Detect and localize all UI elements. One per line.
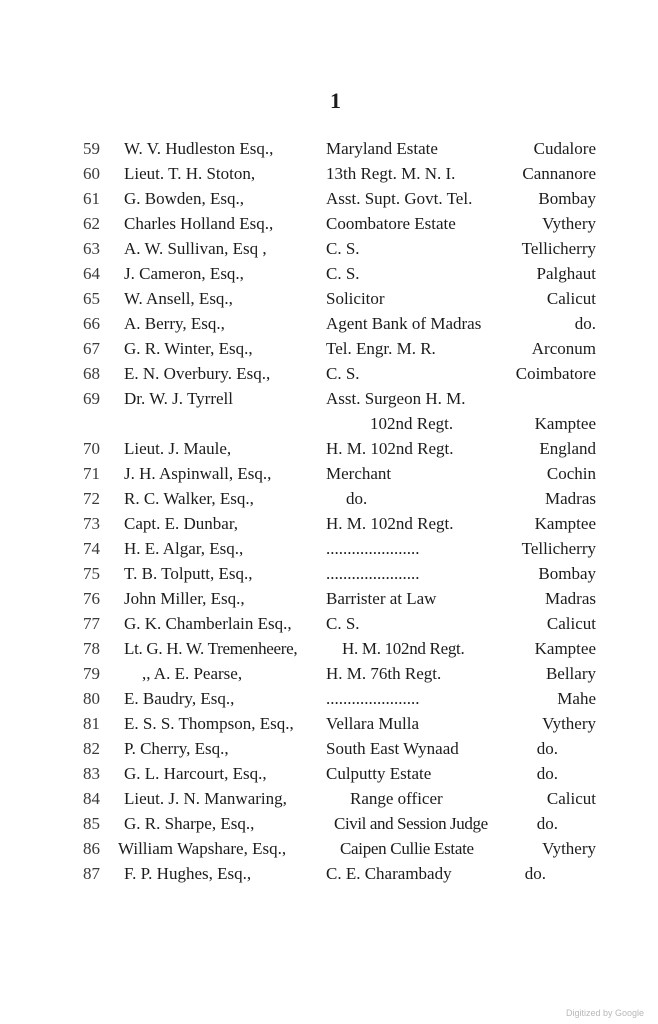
roster-row (0, 461, 658, 486)
member-office: Caipen Cullie Estate (340, 839, 474, 858)
member-place: Calicut (546, 614, 596, 633)
member-place: Madras (545, 489, 596, 508)
member-office: Barrister at Law (326, 589, 437, 608)
member-place: Madras (545, 589, 596, 608)
entry-number: 82 (83, 739, 100, 758)
roster-row (0, 436, 658, 461)
member-office: C. S. (326, 264, 360, 283)
entry-number: 83 (83, 764, 100, 783)
member-office: Civil and Session Judge (334, 814, 488, 833)
entry-number: 84 (83, 789, 100, 808)
member-office: H. M. 102nd Regt. (342, 639, 465, 658)
member-office: Merchant (326, 464, 392, 483)
roster-row (0, 236, 658, 261)
member-office: H. M. 102nd Regt. (326, 514, 454, 533)
member-place: do. (536, 739, 558, 758)
member-office: C. S. (326, 614, 360, 633)
member-office: Solicitor (326, 289, 385, 308)
member-name: A. Berry, Esq., (124, 314, 225, 333)
entry-number: 64 (83, 264, 100, 283)
member-name: F. P. Hughes, Esq., (124, 864, 252, 883)
roster-row (0, 536, 658, 561)
roster-row (0, 261, 658, 286)
roster-row (0, 311, 658, 336)
member-place: Bellary (545, 664, 596, 683)
member-office: Coombatore Estate (326, 214, 456, 233)
member-office: 13th Regt. M. N. I. (326, 164, 456, 183)
entry-number: 69 (83, 389, 100, 408)
roster-row (0, 286, 658, 311)
member-name: T. B. Tolputt, Esq., (124, 564, 253, 583)
member-office: Agent Bank of Madras (326, 314, 482, 333)
member-office: South East Wynaad (326, 739, 459, 758)
member-office-line1: Asst. Surgeon H. M. (326, 389, 466, 408)
member-name: ,, A. E. Pearse, (142, 664, 243, 683)
member-name: Lieut. J. Maule, (124, 439, 232, 458)
member-office (326, 386, 465, 436)
entry-number: 80 (83, 689, 100, 708)
member-office: H. M. 102nd Regt. (326, 439, 454, 458)
entry-number: 87 (83, 864, 100, 883)
entry-number: 79 (83, 664, 100, 683)
roster-row (0, 711, 658, 736)
entry-number: 59 (83, 139, 100, 158)
entry-number: 62 (83, 214, 100, 233)
member-name: J. H. Aspinwall, Esq., (124, 464, 272, 483)
member-place: do. (536, 764, 558, 783)
roster-row (0, 811, 658, 836)
entry-number: 67 (83, 339, 100, 358)
roster-row (0, 361, 658, 386)
member-name: Dr. W. J. Tyrrell (124, 389, 233, 408)
member-name: Charles Holland Esq., (124, 214, 274, 233)
member-name: Lieut. J. N. Manwaring, (124, 789, 287, 808)
roster-row (0, 761, 658, 786)
entry-number: 77 (83, 614, 100, 633)
member-name: W. Ansell, Esq., (124, 289, 233, 308)
roster-row (0, 211, 658, 236)
roster-row (0, 136, 658, 161)
member-name: R. C. Walker, Esq., (124, 489, 254, 508)
roster-row (0, 486, 658, 511)
entry-number: 66 (83, 314, 100, 333)
entry-number: 75 (83, 564, 100, 583)
member-place: Kamptee (534, 639, 596, 658)
roster-row (0, 336, 658, 361)
member-place: Arconum (531, 339, 596, 358)
entry-number: 78 (83, 639, 100, 658)
entry-number: 85 (83, 814, 100, 833)
member-place: Cannanore (522, 164, 596, 183)
member-office: Tel. Engr. M. R. (326, 339, 436, 358)
page-number: 1 (330, 88, 342, 113)
member-name: John Miller, Esq., (124, 589, 245, 608)
roster-row (0, 786, 658, 811)
roster-row (0, 561, 658, 586)
member-office: ...................... (326, 689, 420, 708)
member-office: C. S. (326, 239, 360, 258)
roster-row (0, 611, 658, 636)
roster-row (0, 736, 658, 761)
member-place: Mahe (557, 689, 596, 708)
member-office-line2: 102nd Regt. (370, 414, 454, 433)
roster-row (0, 836, 658, 861)
member-name: William Wapshare, Esq., (118, 839, 287, 858)
member-name: E. S. S. Thompson, Esq., (124, 714, 294, 733)
member-place: Kamptee (534, 414, 596, 433)
member-name: A. W. Sullivan, Esq , (124, 239, 267, 258)
member-place: Coimbatore (515, 364, 596, 383)
roster-row (0, 861, 658, 886)
member-office: C. E. Charambady (326, 864, 452, 883)
member-roster (0, 136, 658, 886)
roster-row (0, 661, 658, 686)
member-place: Vythery (542, 714, 596, 733)
member-place: Cudalore (533, 139, 596, 158)
member-name: E. Baudry, Esq., (124, 689, 235, 708)
member-place: do. (574, 314, 596, 333)
roster-row (0, 636, 658, 661)
entry-number: 86 (83, 839, 100, 858)
member-office: Vellara Mulla (326, 714, 419, 733)
member-office: Asst. Supt. Govt. Tel. (326, 189, 473, 208)
member-name: P. Cherry, Esq., (124, 739, 229, 758)
roster-row (0, 511, 658, 536)
digitization-watermark: Digitized by Google (565, 1008, 644, 1018)
member-name: Capt. E. Dunbar, (124, 514, 239, 533)
roster-row (0, 386, 658, 436)
roster-row (0, 586, 658, 611)
entry-number: 70 (83, 439, 100, 458)
member-place: Palghaut (536, 264, 596, 283)
member-place: Tellicherry (521, 239, 596, 258)
entry-number: 60 (83, 164, 100, 183)
entry-number: 68 (83, 364, 100, 383)
member-place: Bombay (538, 564, 596, 583)
member-name: J. Cameron, Esq., (124, 264, 244, 283)
member-place: Calicut (546, 289, 596, 308)
member-name: G. R. Sharpe, Esq., (124, 814, 255, 833)
member-office: Maryland Estate (326, 139, 438, 158)
roster-row (0, 186, 658, 211)
member-place: Kamptee (534, 514, 596, 533)
roster-row (0, 686, 658, 711)
member-name: Lieut. T. H. Stoton, (124, 164, 256, 183)
roster-row (0, 161, 658, 186)
member-name: Lt. G. H. W. Tremenheere, (124, 639, 298, 658)
member-place: Vythery (542, 214, 596, 233)
member-place: Tellicherry (521, 539, 596, 558)
entry-number: 76 (83, 589, 100, 608)
member-name: E. N. Overbury. Esq., (124, 364, 271, 383)
member-place: Bombay (538, 189, 596, 208)
member-office: Range officer (350, 789, 443, 808)
member-place: do. (536, 814, 558, 833)
entry-number: 81 (83, 714, 100, 733)
member-office: ...................... (326, 539, 420, 558)
member-place: do. (524, 864, 546, 883)
member-name: G. R. Winter, Esq., (124, 339, 253, 358)
entry-number: 65 (83, 289, 100, 308)
member-name: G. Bowden, Esq., (124, 189, 244, 208)
member-place: Cochin (546, 464, 596, 483)
entry-number: 61 (83, 189, 100, 208)
entry-number: 72 (83, 489, 100, 508)
member-office: C. S. (326, 364, 360, 383)
entry-number: 71 (83, 464, 100, 483)
member-name: W. V. Hudleston Esq., (124, 139, 274, 158)
member-office: do. (346, 489, 368, 508)
member-office: Culputty Estate (326, 764, 432, 783)
member-office: H. M. 76th Regt. (326, 664, 442, 683)
entry-number: 74 (83, 539, 100, 558)
member-office: ...................... (326, 564, 420, 583)
member-place: Vythery (542, 839, 596, 858)
member-name: G. K. Chamberlain Esq., (124, 614, 292, 633)
member-name: G. L. Harcourt, Esq., (124, 764, 267, 783)
member-place: Calicut (546, 789, 596, 808)
entry-number: 73 (83, 514, 100, 533)
member-place: England (539, 439, 596, 458)
member-name: H. E. Algar, Esq., (124, 539, 244, 558)
entry-number: 63 (83, 239, 100, 258)
